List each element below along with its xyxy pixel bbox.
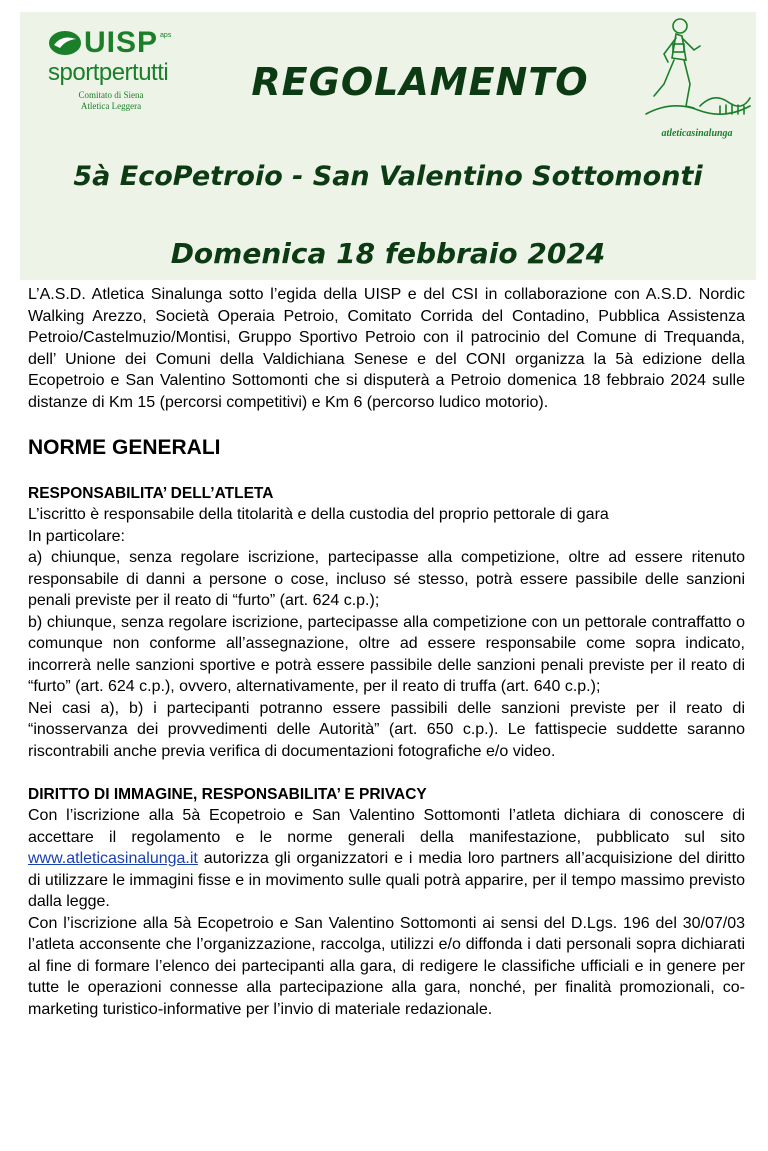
section-gap — [28, 762, 745, 784]
club-logo-label: atleticasinalunga — [661, 128, 733, 139]
event-subtitle: 5à EcoPetroio - San Valentino Sottomonti — [73, 161, 703, 192]
responsabilita-p4: b) chiunque, senza regolare iscrizione, partecipasse alla competizione con un pettorale contraffatto o comunque non conforme all’assegnazione, oltre ad essere responsabile come sopra indicato, incorrerà nelle sanzioni sportive e potrà essere passibile delle sanzioni penali previste per il reato di “furto” (art. 624 c.p.), ovvero, alternativamente, per il reato di truffa (art. 640 c.p.); — [28, 613, 745, 695]
privacy-p2: Con l’iscrizione alla 5à Ecopetroio e San Valentino Sottomonti ai sensi del D.Lgs. 196 del 30/07/03 l’atleta acconsente che l’organizzazione, raccolga, utilizzi e/o diffonda i dati personali sopra dichiarati al fine di formare l’elenco dei partecipanti alla gara, di redigere le classifiche ufficiali e in genere per tutte le operazioni connesse alla partecipazione alla gara, nonché, per finalità promozionali, co-marketing turistico-informative per l’invio di materiale redazionale. — [28, 914, 745, 1018]
responsabilita-p2: In particolare: — [28, 527, 125, 545]
privacy-p1-after: autorizza gli organizzatori e i media loro partners all’acquisizione del diritto di utilizzare le immagini fisse e in movimento sulle quali potrà apparire, per il tempo massimo previsto dalla legge. — [28, 850, 745, 910]
uisp-logo — [48, 28, 198, 128]
responsabilita-p1: L’iscritto è responsabile della titolarità e della custodia del proprio pettorale di gara — [28, 506, 609, 523]
responsabilita-heading: RESPONSABILITA’ DELL’ATLETA — [28, 485, 274, 502]
uisp-tagline: sportpertutti — [48, 59, 169, 86]
privacy-heading: DIRITTO DI IMMAGINE, RESPONSABILITA’ E PRIVACY — [28, 786, 427, 803]
uisp-name: UISP — [84, 26, 159, 59]
uisp-sub-2: Atletica Leggera — [80, 101, 142, 111]
club-logo — [642, 10, 752, 139]
website-link[interactable]: www.atleticasinalunga.it — [28, 850, 198, 867]
responsabilita-p5: Nei casi a), b) i partecipanti potranno essere passibili delle sanzioni previste per il reato di “inosservanza dei provvedimenti delle Autorità” (art. 650 c.p.). Le fattispecie suddette saranno riscontrabili anche previa verifica di documentazioni fotografiche e/o video. — [28, 699, 745, 760]
uisp-emblem-icon — [48, 30, 82, 56]
uisp-sub-1: Comitato di Siena — [78, 90, 144, 100]
responsabilita-p3: a) chiunque, senza regolare iscrizione, partecipasse alla competizione, oltre ad essere ritenuto responsabile di danni a persone o cose, incluso sé stesso, potrà essere passibile delle sanzioni penali previste per il reato di “furto” (art. 624 c.p.); — [28, 549, 745, 609]
event-date: Domenica 18 febbraio 2024 — [170, 237, 606, 270]
privacy-p1 — [28, 805, 745, 913]
uisp-aps: aps — [160, 32, 172, 39]
privacy-p1-before: Con l’iscrizione alla 5à Ecopetroio e San Valentino Sottomonti l’atleta dichiara di conoscere di accettare il regolamento e le norme generali della manifestazione, pubblicato sul sito — [28, 807, 745, 846]
section-title: NORME GENERALI — [28, 436, 221, 459]
document-body — [28, 284, 745, 1020]
intro-paragraph: L’A.S.D. Atletica Sinalunga sotto l’egida della UISP e del CSI in collaborazione con A.S.D. Nordic Walking Arezzo, Società Operaia Petroio, Comitato Corrida del Contadino, Pubblica Assistenza Petroio/Castelmuzio/Montisi, Gruppo Sportivo Petroio con il patrocinio del Comune di Trequanda, dell’ Unione dei Comuni della Valdichiana Senese e del CONI organizza la 5à edizione della Ecopetroio e San Valentino Sottomonti che si disputerà a Petroio domenica 18 febbraio 2024 sulle distanze di Km 15 (percorsi competitivi) e Km 6 (percorso ludico motorio). — [28, 286, 745, 411]
runner-figure-icon — [642, 10, 752, 126]
page-title: REGOLAMENTO — [251, 60, 589, 104]
